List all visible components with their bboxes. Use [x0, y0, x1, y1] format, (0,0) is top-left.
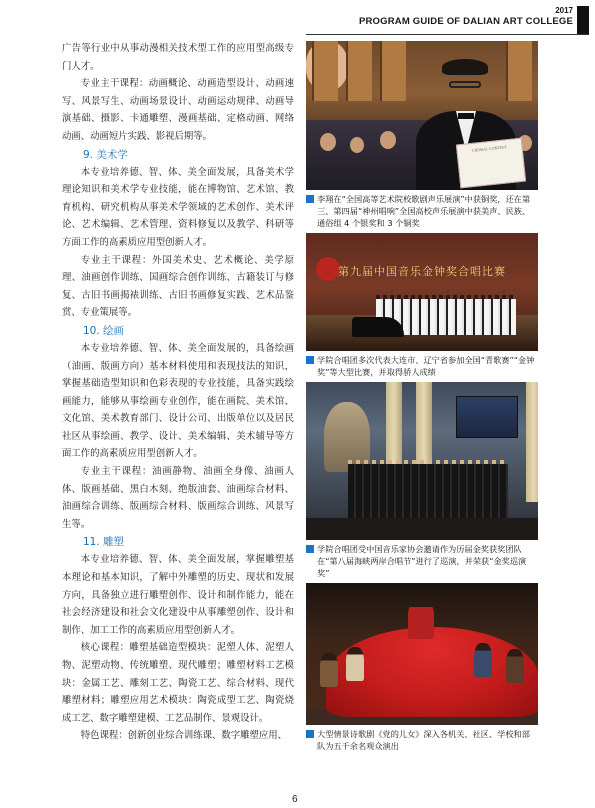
paragraph-sculpture-core: 核心课程：雕塑基础造型模块：泥塑人体、泥塑人物、泥塑动物、传统雕塑、现代雕塑；雕塑材料工艺模块：金属工艺、雕刻工艺、陶瓷工艺、综合材料、现代雕塑材料；雕塑应用艺术模块：陶瓷成型工艺、陶瓷烧成工艺、数字雕塑建模、工艺品制作、景观设计。	[62, 642, 294, 724]
caption-marker-icon	[306, 730, 314, 738]
heading-fine-art: 9. 美术学	[83, 148, 128, 161]
header-text	[359, 6, 573, 34]
paragraph-painting-courses: 专业主干课程：油画静物、油画全身像、油画人体、版画基础、黑白木刻、绝版油套、油画综合材料、油画综合训练、版画综合材料、版画综合训练、风景写生等。	[62, 466, 294, 530]
certificate-title: CHORAL CONTEST	[471, 144, 508, 153]
photo-straits-choir-tour	[306, 382, 538, 540]
photo-golden-bell-choir	[306, 233, 538, 351]
caption-text: 学院合唱团多次代表大连市、辽宁省参加全国“青歌赛”“金钟奖”等大型比赛，并取得骄人成绩	[317, 355, 535, 377]
paragraph-painting-goal: 本专业培养德、智、体、美全面发展的，具备绘画（油画、版画方向）基本材料使用和表现技法的知识，掌握基础造型知识和色彩表现的专业技能，具备实践绘画能力，能够从事绘画专业创作，能在画院、美术馆、文化馆、美术教育部门、设计公司、出版单位以及居民社区从事绘画、教学、设计、美术编辑、美术辅导等方面工作的高素质应用型创新人才。	[62, 342, 294, 460]
header-year: 2017	[555, 6, 573, 15]
caption-poetry-opera	[306, 725, 538, 756]
stage-banner: 第九届中国音乐金钟奖合唱比赛	[338, 265, 506, 278]
header-bar	[577, 6, 589, 34]
paragraph-fine-art-courses: 专业主干课程：外国美术史、艺术概论、美学原理、油画创作训练、国画综合创作训练、古籍装订与修复、古旧书画揭裱训练、古旧书画修复实践、艺术品鉴赏、专业策展等。	[62, 254, 294, 319]
award-certificate	[456, 138, 526, 189]
photo-singer-award	[306, 41, 538, 190]
text-column	[62, 40, 294, 745]
caption-text: 李翔在“全国高等艺术院校歌剧声乐展演”中获铜奖，还在第三、第四届“神州唱响”全国高校声乐展演中获美声、民族、通俗组 4 个银奖和 3 个铜奖	[317, 194, 531, 228]
caption-text: 大型情景诗歌剧《党的儿女》深入各机关、社区、学校和部队为五千余名观众演出	[317, 729, 530, 751]
paragraph-animation-courses: 专业主干课程：动画概论、动画造型设计、动画速写、风景写生、动画场景设计、动画运动规律、动画导演基础、摄影、卡通雕塑、漫画基础、定格动画、网络动画、动画短片实践、影视后期等。	[62, 78, 294, 142]
choir-group	[348, 464, 508, 518]
paragraph-sculpture-goal: 本专业培养德、智、体、美全面发展，掌握雕塑基本理论和基本知识，了解中外雕塑的历史、现状和发展方向，具备独立进行雕塑创作、设计和制作能力，能在社会经济建设和社会文化建设中从事雕塑创作、设计和制作、加工工作的高素质应用型创新人才。	[62, 554, 294, 636]
caption-singer-award	[306, 190, 538, 233]
heading-painting: 10. 绘画	[83, 324, 125, 337]
header-rule	[306, 34, 589, 35]
lead-performer	[408, 599, 434, 639]
paragraph-sculpture-special: 特色课程：创新创业综合训练课、数字雕塑应用、	[80, 730, 288, 742]
page-number: 6	[292, 794, 298, 805]
caption-marker-icon	[306, 356, 314, 364]
photo-poetry-opera	[306, 583, 538, 725]
caption-marker-icon	[306, 195, 314, 203]
heading-sculpture: 11. 雕塑	[83, 536, 125, 549]
paragraph-intro: 广告等行业中从事动漫相关技术型工作的应用型高级专门人才。	[62, 43, 294, 72]
caption-text: 学院合唱团受中国音乐家协会邀请作为历届金奖获奖团队在“第八届海峡两岸合唱节”进行了巡演，并荣获“金奖巡演奖”	[317, 544, 527, 578]
photo-column	[306, 41, 538, 756]
caption-straits-choir-tour	[306, 540, 538, 583]
paragraph-fine-art-goal: 本专业培养德、智、体、美全面发展，具备美术学理论知识和美术学专业技能，能在博物馆、艺术馆、教育机构、研究机构从事美术学领域的艺术创作、美术评论、艺术编辑、艺术管理、资料修复以及教学、科研等方面工作的高素质应用型创新人才。	[62, 166, 294, 248]
piano	[352, 317, 404, 337]
projection-screen	[456, 396, 518, 438]
caption-golden-bell-choir	[306, 351, 538, 382]
page-header	[359, 6, 589, 34]
caption-marker-icon	[306, 545, 314, 553]
header-title: PROGRAM GUIDE OF DALIAN ART COLLEGE	[358, 16, 573, 27]
